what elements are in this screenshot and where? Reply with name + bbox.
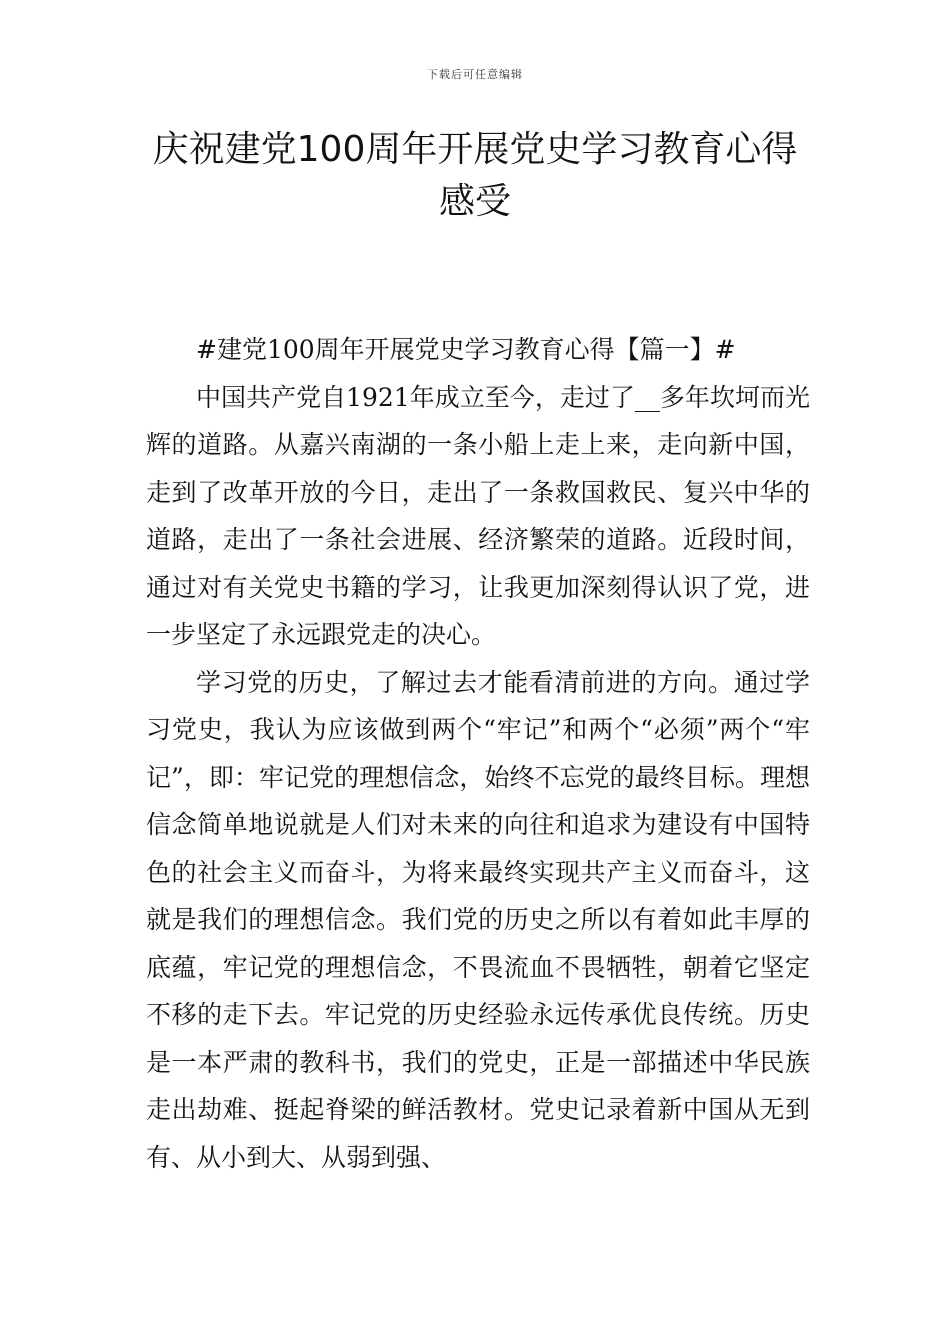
title-line-2: 感受 — [438, 181, 511, 222]
header-note: 下载后可任意编辑 — [427, 68, 523, 81]
section-heading: #建党100周年开展党史学习教育心得【篇一】# — [196, 335, 736, 364]
paragraph-2: 学习党的历史，了解过去才能看清前进的方向。通过学习党史，我认为应该做到两个“牢记”和两个“必须”两个“牢记”，即：牢记党的理想信念，始终不忘党的最终目标。理想信念简单地说就是人们对未来的向往和追求为建设有中国特色的社会主义而奋斗，为将来最终实现共产主义而奋斗，这就是我们的理想信念。我们党的历史之所以有着如此丰厚的底蕴，牢记党的理想信念，不畏流血不畏牺牲，朝着它坚定不移的走下去。牢记党的历史经验永远传承优良传统。历史是一本严肃的教科书，我们的党史，正是一部描述中华民族走出劫难、挺起脊梁的鲜活教材。党史记录着新中国从无到有、从小到大、从弱到强、 — [146, 667, 810, 1172]
document-title — [100, 124, 850, 228]
document-body — [146, 326, 810, 1181]
paragraph-1: 中国共产党自1921年成立至今，走过了__多年坎坷而光辉的道路。从嘉兴南湖的一条小船上走上来，走向新中国，走到了改革开放的今日，走出了一条救国救民、复兴中华的道路，走出了一条社会进展、经济繁荣的道路。近段时间，通过对有关党史书籍的学习，让我更加深刻得认识了党，进一步坚定了永远跟党走的决心。 — [146, 382, 810, 649]
title-line-1: 庆祝建党100周年开展党史学习教育心得 — [152, 129, 798, 170]
